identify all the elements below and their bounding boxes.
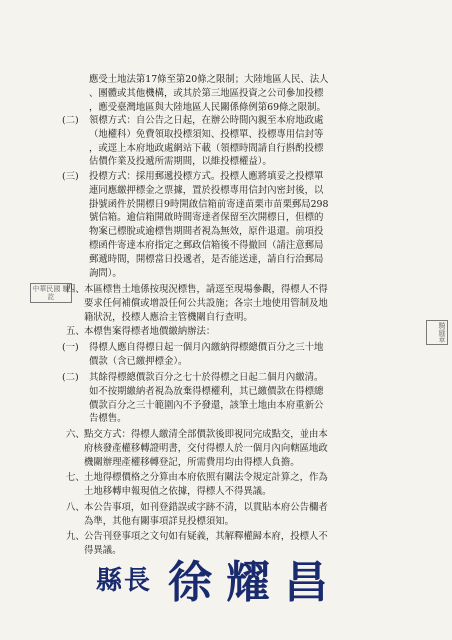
text-line: 估價作業及投遞所需期間，以維投標權益）。: [89, 156, 272, 168]
text-line: ，應受臺灣地區與大陸地區人民關係條例第69條之限制。: [89, 101, 326, 113]
text-line: 告標售。: [89, 413, 127, 425]
item-5-paragraph: [84, 325, 215, 339]
signature-name: 徐耀昌: [168, 557, 343, 608]
text-line: 號信箱。逾信箱開啟時間寄達者保留至次開標日，但標的: [89, 212, 324, 224]
item-3-bidding-paragraph: [89, 170, 329, 280]
item-4-paragraph: [84, 283, 328, 324]
item-label: 六、: [66, 429, 85, 440]
item-label: (二): [62, 372, 79, 383]
intro-paragraph: [89, 73, 329, 114]
text-line: 投標方式：採用郵遞投標方式。投標人應將填妥之投標單: [89, 171, 324, 182]
text-line: 土地移轉申報現值之依據，得標人不得異議。: [84, 485, 272, 497]
item-5-1-paragraph: [89, 341, 323, 369]
item-8-paragraph: [84, 501, 328, 529]
text-line: 其餘得標總價款百分之七十於得標之日起二個月內繳清。: [89, 372, 324, 383]
item-7-paragraph: [84, 471, 328, 499]
text-line: 本公告事項，如刊登錯誤或字跡不清，以貫貼本府公告欄者: [84, 502, 328, 513]
item-label: (一): [62, 342, 79, 353]
text-line: 土地得標價格之分算由本府依照有關法令規定計算之，作為: [84, 472, 328, 483]
text-line: 掛號函件於開標日9時開啟信箱前寄達苗栗市苗栗郵局298: [89, 198, 329, 210]
text-line: 要求任何補償或增設任何公共設施；各宗土地使用管制及地: [84, 297, 328, 309]
text-line: 籍狀況，投標人應洽主管機關自行查明。: [84, 311, 253, 323]
item-label: 五、: [66, 326, 85, 337]
magistrate-signature: [96, 548, 342, 608]
text-line: ，或逕上本府地政處網站下載（領標時間請自行斟酌投標: [89, 142, 324, 154]
text-line: 應受土地法第17條至第20條之限制；大陸地區人民、法人: [89, 74, 329, 85]
item-2-claim-paragraph: [89, 114, 323, 169]
right-seal-stamp: 騎縫章: [426, 320, 448, 345]
text-line: 得標人應自得標日起一個月內繳納得標總價百分之三十地: [89, 342, 324, 353]
text-line: 領標方式：自公告之日起，在辦公時間內親至本府地政處: [89, 115, 324, 126]
item-label: (二): [62, 115, 79, 126]
signature-title: 縣長: [96, 565, 153, 596]
item-label: 八、: [66, 502, 85, 513]
text-line: 價款（含已繳押標金）。: [89, 355, 188, 367]
text-line: 得異議。: [84, 544, 122, 556]
item-5-2-paragraph: [89, 371, 323, 426]
text-line: 郵遞時間，開標當日投遞者，是否能送達，請自行洽郵局: [89, 253, 324, 265]
text-line: 詢問）。: [89, 267, 122, 279]
text-line: 點交方式：得標人繳清全部價款後即視同完成點交，並由本: [84, 429, 328, 440]
text-line: （地權科）免費領取投標須知、投標單、投標專用信封等: [89, 128, 324, 140]
text-line: 公告刊登事項之文句如有疑義，其解釋權歸本府，投標人不: [84, 531, 328, 542]
text-line: 機關辦理產權移轉登記，所需費用均由得標人負擔。: [84, 456, 300, 468]
text-line: 本區標售土地係按現況標售，請逕至現場參觀，得標人不得: [84, 284, 328, 295]
text-line: 標函件寄達本府指定之郵政信箱後不得撤回（請注意郵局: [89, 239, 324, 251]
text-line: 本標售案得標者地價繳納辦法：: [84, 326, 216, 337]
text-line: 連同應繳押標金之票據，置於投標專用信封內密封後，以: [89, 184, 324, 196]
item-label: 七、: [66, 472, 85, 483]
text-line: 價款百分之三十範圍內不予發還，該筆土地由本府重新公: [89, 399, 324, 411]
text-line: 物案已標脫或逾標售期間者視為無效，原件退還。前項投: [89, 226, 324, 238]
item-label: (三): [62, 171, 79, 182]
item-6-paragraph: [84, 428, 328, 469]
text-line: 府核發產權移轉證明書，交付得標人於一個月內向轄區地政: [84, 442, 328, 454]
text-line: 為準，其他有關事項詳見投標須知。: [84, 515, 235, 527]
text-line: 、團體或其他機構，或其於第三地區投資之公司參加投標: [89, 87, 324, 99]
item-label: 九、: [66, 531, 85, 542]
text-line: 如不按期繳納者視為放棄得標權利，其已繳價款在得標總: [89, 385, 324, 397]
item-label: 四、: [66, 284, 85, 295]
left-seal-stamp: 中華民國 驗訖: [30, 283, 72, 303]
